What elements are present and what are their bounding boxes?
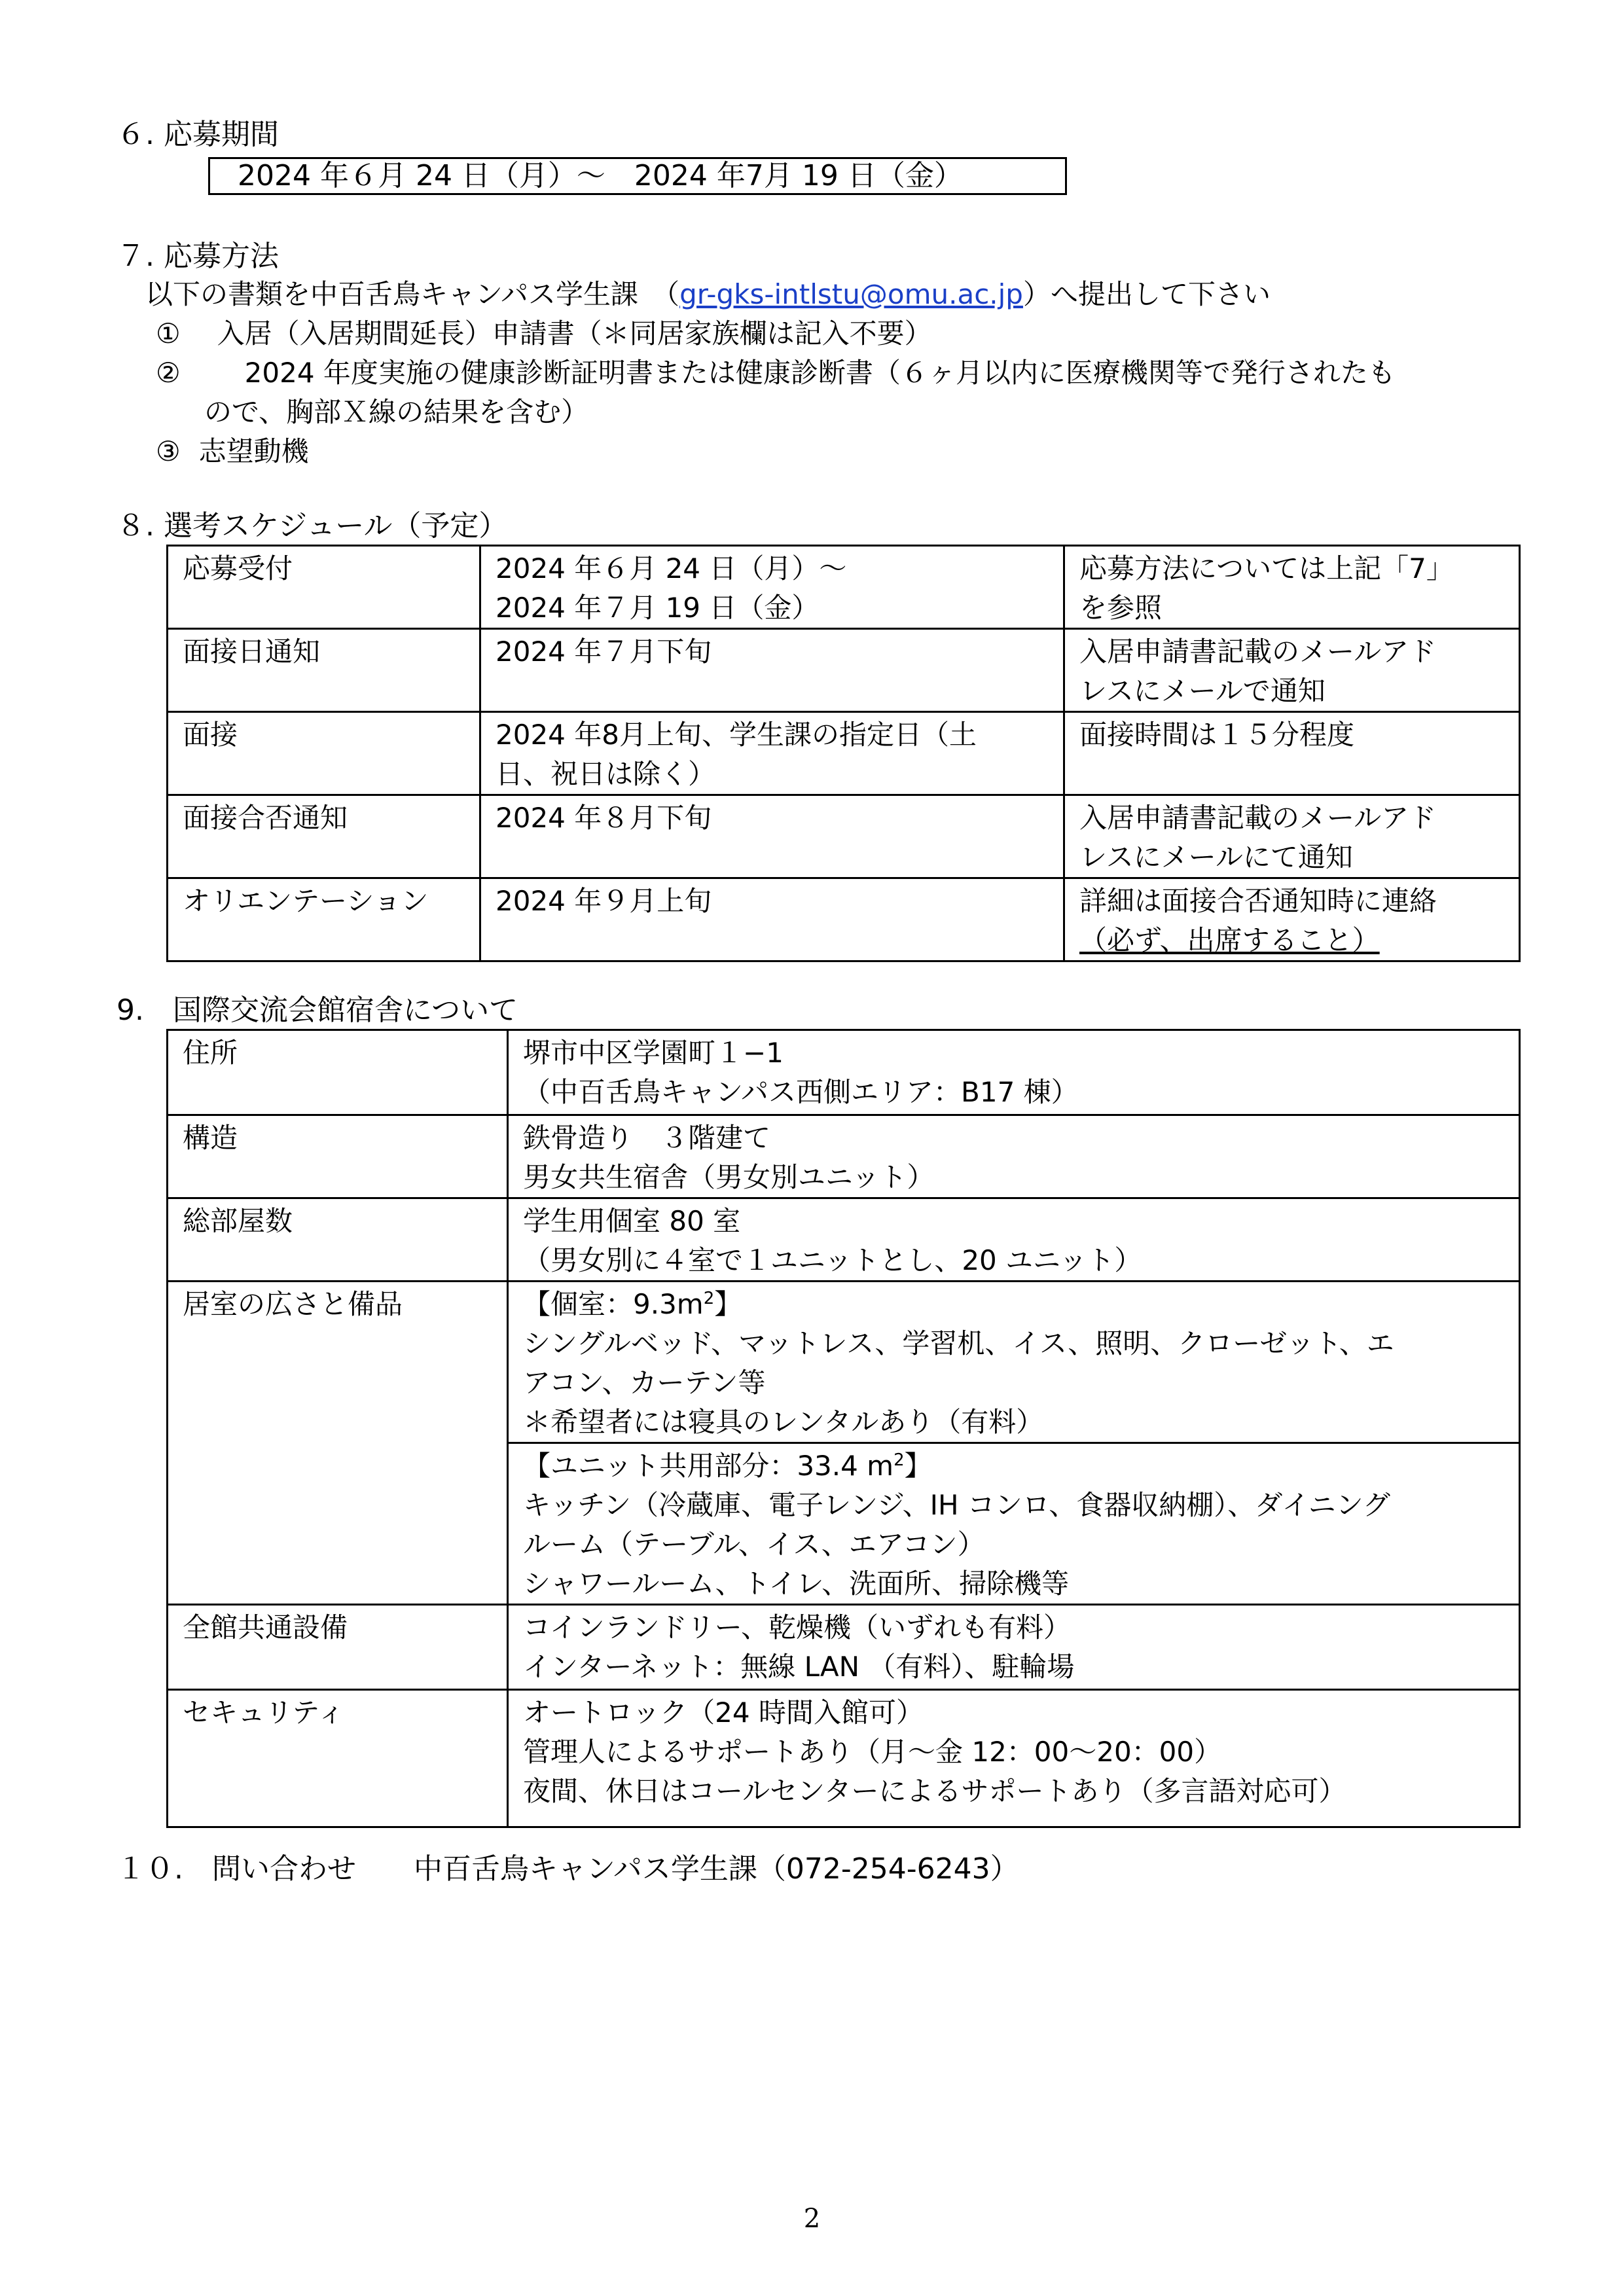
table-row <box>168 795 1520 878</box>
table-row <box>168 1115 1520 1198</box>
table-row <box>168 878 1520 961</box>
application-period-box: 2024 年６月 24 日（月）～ 2024 年7月 19 日（金） <box>208 157 1067 195</box>
room-size-label: 居室の広さと備品 <box>168 1282 508 1605</box>
schedule-date: 2024 年８月下旬 <box>480 795 1064 878</box>
dormitory-table <box>166 1029 1521 1828</box>
item-text: 2024 年度実施の健康診断証明書または健康診断書（６ヶ月以内に医療機関等で発行されたも <box>217 357 1396 389</box>
facilities-label: 全館共通設備 <box>168 1605 508 1690</box>
section7-heading: ７. 応募方法 <box>117 240 279 273</box>
section10-heading: １０. 問い合わせ <box>117 1852 356 1886</box>
schedule-date: 2024 年７月下旬 <box>480 629 1064 712</box>
rooms-label: 総部屋数 <box>168 1198 508 1282</box>
section9-heading: 9. 国際交流会館宿舎について <box>117 994 518 1027</box>
item-text: 入居（入居期間延長）申請書（＊同居家族欄は記入不要） <box>217 317 932 350</box>
table-row <box>168 1605 1520 1690</box>
address-label: 住所 <box>168 1030 508 1115</box>
private-room-value: 【個室：$9.3m^2$】 シングルベッド、マットレス、学習机、イス、照明、クローゼット、エ アコン、カーテン等 ＊希望者には寝具のレンタルあり（有料） <box>508 1282 1520 1443</box>
schedule-label: 面接 <box>168 712 480 795</box>
rooms-value: 学生用個室 80 室 （男女別に４室で１ユニットとし、20 ユニット） <box>508 1198 1520 1282</box>
shared-area-value: 【ユニット共用部分：33.4 $m^2$】 キッチン（冷蔵庫、電子レンジ、IH コンロ、食器収納棚）、ダイニング ルーム（テーブル、イス、エアコン） シャワールーム、トイレ、洗面所、掃除機等 <box>508 1443 1520 1605</box>
schedule-date: 2024 年９月上旬 <box>480 878 1064 961</box>
table-row <box>168 1030 1520 1115</box>
table-row <box>168 629 1520 712</box>
page-number: 2 <box>803 2204 821 2234</box>
schedule-note: 詳細は面接合否通知時に連絡 （必ず、出席すること） <box>1064 878 1520 961</box>
table-row <box>168 1198 1520 1282</box>
schedule-date: 2024 年６月 24 日（月）～ 2024 年７月 19 日（金） <box>480 546 1064 629</box>
intro-prefix: 以下の書類を中百舌鳥キャンパス学生課 （ <box>145 278 680 310</box>
facilities-value: コインランドリー、乾燥機（いずれも有料） インターネット：無線 LAN （有料）、駐輪場 <box>508 1605 1520 1690</box>
list-item <box>156 353 1396 393</box>
schedule-note: 面接時間は１５分程度 <box>1064 712 1520 795</box>
table-row <box>168 712 1520 795</box>
schedule-note: 入居申請書記載のメールアド レスにメールにて通知 <box>1064 795 1520 878</box>
item-number: ① <box>156 317 181 350</box>
security-value: オートロック（24 時間入館可） 管理人によるサポートあり（月～金 12：00～20：00） 夜間、休日はコールセンターによるサポートあり（多言語対応可） <box>508 1690 1520 1827</box>
schedule-date: 2024 年8月上旬、学生課の指定日（土 日、祝日は除く） <box>480 712 1064 795</box>
list-item <box>156 432 309 471</box>
contact-info: 中百舌鳥キャンパス学生課（072-254-6243） <box>414 1852 1019 1886</box>
security-label: セキュリティ <box>168 1690 508 1827</box>
address-value: 堺市中区学園町１−1 （中百舌鳥キャンパス西側エリア：B17 棟） <box>508 1030 1520 1115</box>
table-row <box>168 1690 1520 1827</box>
schedule-label: オリエンテーション <box>168 878 480 961</box>
intro-suffix: ）へ提出して下さい <box>1022 278 1271 310</box>
section8-heading: ８. 選考スケジュール（予定） <box>117 509 508 543</box>
section7-intro <box>145 275 1271 314</box>
structure-value: 鉄骨造り ３階建て 男女共生宿舎（男女別ユニット） <box>508 1115 1520 1198</box>
contact-email-link[interactable]: gr-gks-intlstu@omu.ac.jp <box>679 278 1023 310</box>
schedule-label: 応募受付 <box>168 546 480 629</box>
section6-heading: ６. 応募期間 <box>117 118 279 151</box>
schedule-note: 入居申請書記載のメールアド レスにメールで通知 <box>1064 629 1520 712</box>
table-row <box>168 546 1520 629</box>
item-text: 志望動機 <box>198 435 309 467</box>
item-number: ② <box>156 357 181 389</box>
list-item <box>156 314 932 353</box>
table-row <box>168 1282 1520 1443</box>
list-item-continuation: ので、胸部Ｘ線の結果を含む） <box>204 396 589 428</box>
structure-label: 構造 <box>168 1115 508 1198</box>
item-number: ③ <box>156 435 181 467</box>
schedule-label: 面接合否通知 <box>168 795 480 878</box>
schedule-table <box>166 545 1521 962</box>
schedule-label: 面接日通知 <box>168 629 480 712</box>
schedule-note: 応募方法については上記「7」 を参照 <box>1064 546 1520 629</box>
